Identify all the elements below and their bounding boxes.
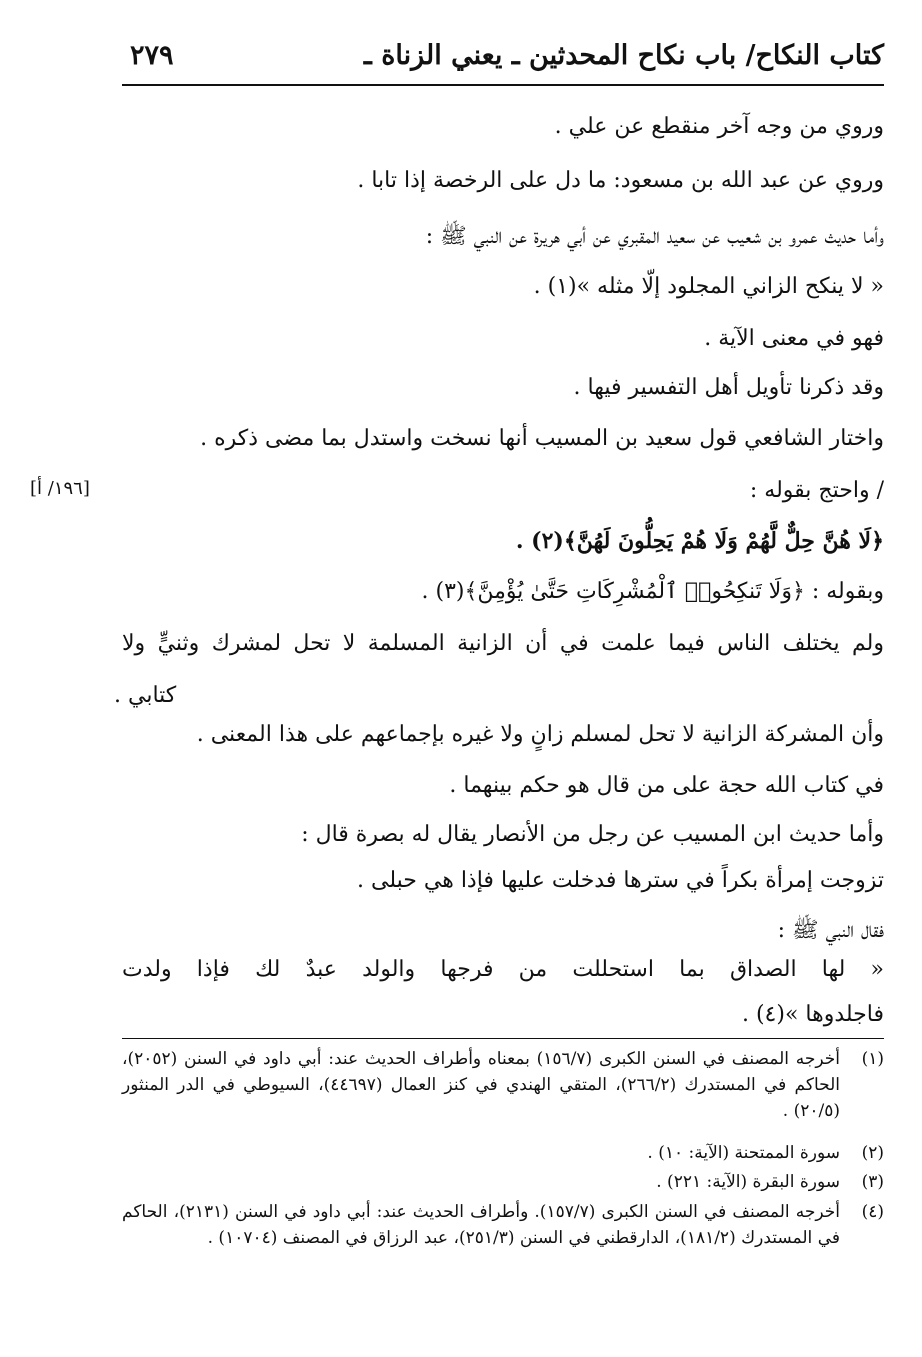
quran-verse: ﴿لَا هُنَّ حِلٌّ لَّهُمْ وَلَا هُمْ يَحِلُّونَ لَهُنَّ﴾(٢) . xyxy=(515,528,884,554)
text-line: « لا ينكح الزاني المجلود إلّا مثله »(١) . xyxy=(533,274,884,299)
text-line: واختار الشافعي قول سعيد بن المسيب أنها نسخت واستدل بما مضى ذكره . xyxy=(200,426,884,451)
footnote xyxy=(122,1199,884,1251)
text-line: فهو في معنى الآية . xyxy=(704,326,884,351)
text-line: / واحتج بقوله : xyxy=(749,478,884,503)
text-line: تزوجت إمرأة بكراً في سترها فدخلت عليها فإذا هي حبلى . xyxy=(357,868,884,893)
footnote xyxy=(122,1169,884,1195)
footnote-number: (٤) xyxy=(861,1202,884,1222)
page-header xyxy=(122,36,884,86)
text-line: وبقوله : ﴿وَلَا تَنكِحُوا۟ ٱلْمُشْرِكَاتِ حَتَّىٰ يُؤْمِنَّ﴾(٣) . xyxy=(421,579,884,604)
footnote-number: (٣) xyxy=(861,1172,884,1192)
footnote-text: أخرجه المصنف في السنن الكبرى (١٥٦/٧) بمعناه وأطراف الحديث عند: أبي داود في السنن (٢٠٥٢)، الحاكم في المستدرك (٢٦٦/٢)، المتقي الهندي في كنز العمال (٤٤٦٩٧)، السيوطي في الدر المنثور (٢٠/٥) . xyxy=(122,1049,841,1121)
text-line: فقال النبي ﷺ : xyxy=(777,918,884,943)
text-line: وروي من وجه آخر منقطع عن علي . xyxy=(554,114,884,139)
text-line: وقد ذكرنا تأويل أهل التفسير فيها . xyxy=(573,375,884,400)
footnote-text: سورة الممتحنة (الآية: ١٠) . xyxy=(647,1143,840,1163)
running-title: كتاب النكاح/ باب نكاح المحدثين ـ يعني الزناة ـ xyxy=(363,40,884,71)
header-rule xyxy=(122,84,884,86)
text-line: « لها الصداق بما استحللت من فرجها والولد عبدٌ لك فإذا ولدت xyxy=(122,957,884,982)
text-line: ولم يختلف الناس فيما علمت في أن الزانية المسلمة لا تحل لمشرك وثنيٍّ ولا xyxy=(122,631,884,656)
footnote xyxy=(122,1046,884,1124)
text-line: وأما حديث ابن المسيب عن رجل من الأنصار يقال له بصرة قال : xyxy=(301,822,884,847)
text-line: وروي عن عبد الله بن مسعود: ما دل على الرخصة إذا تابا . xyxy=(357,168,884,193)
footnote-number: (٢) xyxy=(861,1143,884,1163)
text-line: وأن المشركة الزانية لا تحل لمسلم زانٍ ولا غيره بإجماعهم على هذا المعنى . xyxy=(196,722,884,747)
footnote xyxy=(122,1140,884,1166)
text-line: وأما حديث عمرو بن شعيب عن سعيد المقبري عن أبي هريرة عن النبي ﷺ : xyxy=(425,224,884,249)
footnote-rule xyxy=(122,1038,884,1039)
page-number: ٢٧٩ xyxy=(130,40,174,71)
footnote-text: أخرجه المصنف في السنن الكبرى (١٥٧/٧). وأطراف الحديث عند: أبي داود في السنن (٢١٣١)، الحاكم في المستدرك (١٨١/٢)، الدارقطني في السنن (٢٥١/٣)، عبد الرزاق في المصنف (١٠٧٠٤) . xyxy=(122,1202,840,1248)
text-line: كتابي . xyxy=(114,683,177,708)
manuscript-folio-marker: [١٩٦/ أ] xyxy=(30,478,90,499)
text-line: في كتاب الله حجة على من قال هو حكم بينهما . xyxy=(449,773,884,798)
text-line: فاجلدوها »(٤) . xyxy=(741,1002,884,1027)
footnote-number: (١) xyxy=(861,1049,884,1069)
footnote-text: سورة البقرة (الآية: ٢٢١) . xyxy=(656,1172,840,1192)
